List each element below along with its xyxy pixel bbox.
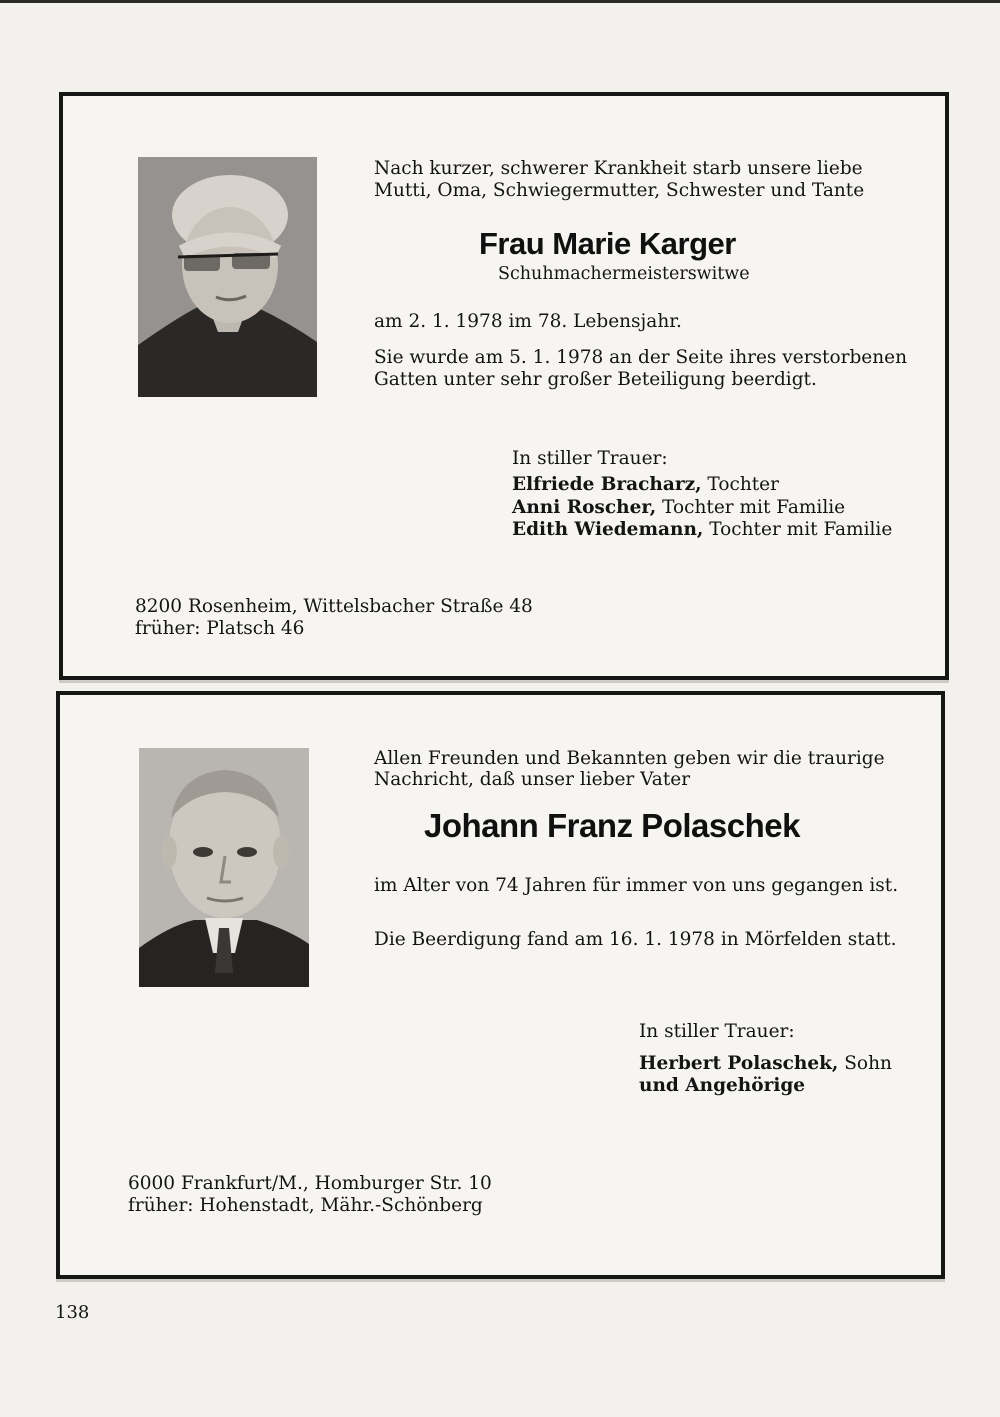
- page-top-rule: [0, 0, 1000, 3]
- mourner-name: Elfriede Bracharz,: [512, 474, 702, 495]
- mourner: [512, 474, 779, 496]
- mourner-name: Anni Roscher,: [512, 497, 657, 518]
- mourner: [512, 497, 845, 519]
- mourner-relation: Tochter: [701, 474, 779, 495]
- mourner-relation: Tochter mit Familie: [703, 519, 893, 540]
- mourner: [639, 1075, 805, 1097]
- portrait-man-image: [139, 748, 309, 987]
- page-number: 138: [55, 1302, 90, 1323]
- intro-line: Nach kurzer, schwerer Krankheit starb unsere liebe: [374, 158, 863, 179]
- intro-line: Mutti, Oma, Schwiegermutter, Schwester und Tante: [374, 180, 865, 201]
- death-date: am 2. 1. 1978 im 78. Lebensjahr.: [374, 311, 682, 332]
- deceased-occupation: Schuhmachermeisterswitwe: [498, 264, 750, 284]
- burial-line: Gatten unter sehr großer Beteiligung beerdigt.: [374, 369, 817, 390]
- deceased-name: Johann Franz Polaschek: [424, 807, 800, 844]
- obituary-notice-karger: [59, 92, 949, 680]
- mourning-heading: In stiller Trauer:: [639, 1021, 795, 1042]
- burial-line: Sie wurde am 5. 1. 1978 an der Seite ihres verstorbenen: [374, 347, 908, 368]
- mourner-relation: Tochter mit Familie: [656, 497, 846, 518]
- address-line: früher: Platsch 46: [135, 618, 305, 639]
- obituary-notice-polaschek: [56, 691, 945, 1279]
- mourner-name: Edith Wiedemann,: [512, 519, 704, 540]
- burial-line: Die Beerdigung fand am 16. 1. 1978 in Mörfelden statt.: [374, 929, 897, 950]
- portrait-photo-polaschek: [139, 748, 309, 987]
- intro-line: Allen Freunden und Bekannten geben wir die traurige: [374, 748, 885, 769]
- mourner-relation: Sohn: [838, 1053, 892, 1074]
- mourning-heading: In stiller Trauer:: [512, 448, 668, 469]
- mourner: [512, 519, 892, 541]
- address-line: 6000 Frankfurt/M., Homburger Str. 10: [128, 1173, 492, 1194]
- deceased-name: Frau Marie Karger: [479, 226, 736, 261]
- mourner: [639, 1053, 892, 1075]
- mourner-name: Herbert Polaschek,: [639, 1053, 839, 1074]
- portrait-woman-image: [138, 157, 317, 397]
- age-line: im Alter von 74 Jahren für immer von uns gegangen ist.: [374, 875, 899, 896]
- mourner-name: und Angehörige: [639, 1075, 806, 1096]
- address-line: 8200 Rosenheim, Wittelsbacher Straße 48: [135, 596, 533, 617]
- intro-line: Nachricht, daß unser lieber Vater: [374, 769, 691, 790]
- address-line: früher: Hohenstadt, Mähr.-Schönberg: [128, 1195, 483, 1216]
- portrait-photo-karger: [138, 157, 317, 397]
